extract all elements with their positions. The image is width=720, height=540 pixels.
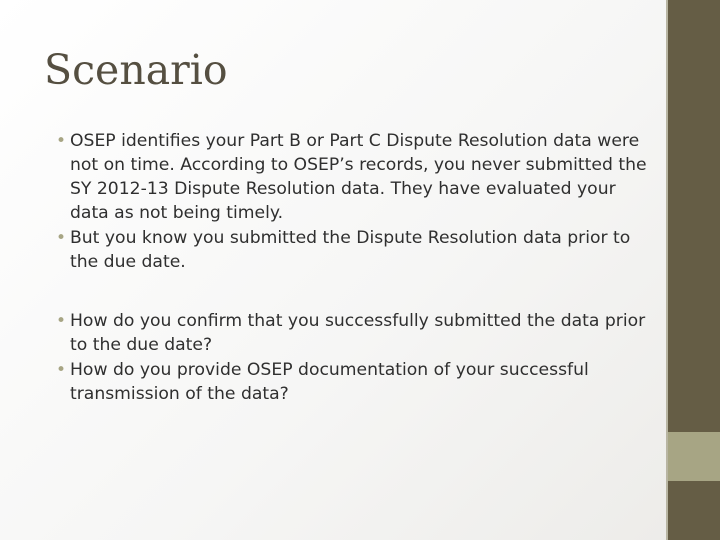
sidebar-accent-block: [668, 432, 720, 481]
slide-content: [50, 129, 648, 407]
bullet-item: [50, 129, 648, 225]
bullet-item: [50, 309, 648, 357]
bullet-text: But you know you submitted the Dispute Resolution data prior to the due date.: [70, 228, 631, 272]
paragraph-gap: [50, 275, 648, 309]
slide-title: Scenario: [44, 46, 228, 94]
bullet-icon: •: [56, 131, 67, 151]
bullet-item: [50, 358, 648, 406]
bullet-icon: •: [56, 311, 67, 331]
bullet-text: How do you confirm that you successfully submitted the data prior to the due date?: [70, 311, 646, 355]
bullet-text: How do you provide OSEP documentation of your successful transmission of the data?: [70, 360, 589, 404]
bullet-icon: •: [56, 228, 67, 248]
bullet-icon: •: [56, 360, 67, 380]
bullet-item: [50, 226, 648, 274]
bullet-text: OSEP identifies your Part B or Part C Dispute Resolution data were not on time. According to OSEP’s records, you never submitted the SY 2012-13 Dispute Resolution data. They have evaluated your data as not being timely.: [70, 131, 647, 223]
